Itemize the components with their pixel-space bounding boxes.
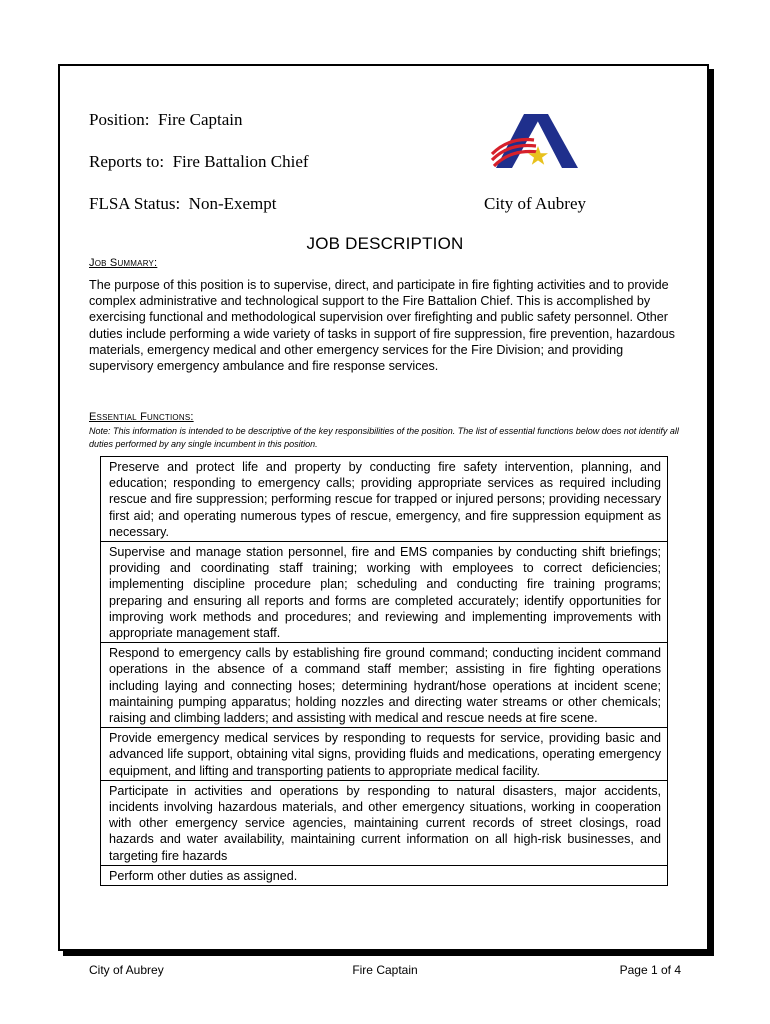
function-row-3: Respond to emergency calls by establishing fire ground command; conducting incident command operations in the absence of a command staff member; assisting in fire fighting operations including laying and connecting hoses; determining hydrant/hose operations at incident scene; maintaining pumping apparatus; holding nozzles and directing water streams or other chemicals; raising and climbing ladders; and assisting with medical and rescue needs at fire scene. xyxy=(101,643,667,728)
flsa-status-line xyxy=(89,194,277,214)
position-value: Fire Captain xyxy=(157,110,243,129)
reports-to-line xyxy=(89,152,309,172)
position-line xyxy=(89,110,242,130)
essential-functions-table xyxy=(100,456,668,886)
function-row-1: Preserve and protect life and property by conducting fire safety intervention, planning, and education; responding to emergency calls; providing appropriate services as required including rescue and fire suppression; performing rescue for trapped or injured persons; providing necessary first aid; and operating numerous types of rescue, emergency, and fire suppression equipment as necessary. xyxy=(101,457,667,542)
flsa-label: FLSA Status: xyxy=(89,194,181,213)
reports-to-label: Reports to: xyxy=(89,152,165,171)
function-row-5: Participate in activities and operations by responding to natural disasters, major accidents, incidents involving hazardous materials, and other emergency situations, working in cooperation with other emergency service agencies, maintaining current records of street closings, road hazards and water availability, maintaining current information on all high-risk businesses, and targeting fire hazards xyxy=(101,781,667,866)
city-of-aubrey-logo xyxy=(490,110,584,176)
city-name: City of Aubrey xyxy=(484,194,586,213)
footer-page-number: Page 1 of 4 xyxy=(619,963,681,977)
document-title: JOB DESCRIPTION xyxy=(306,234,464,253)
position-label: Position: xyxy=(89,110,150,129)
essential-functions-heading: Essential Functions: xyxy=(89,411,194,423)
job-summary-text: The purpose of this position is to supervise, direct, and participate in fire fighting activities and to provide complex administrative and technological support to the Fire Battalion Chief. This is accomplished by exercising functional and methodological supervision over firefighting and public safety personnel. Other duties include performing a wide variety of tasks in support of fire suppression, fire prevention, hazardous materials, emergency medical and other emergency services for the Fire Division; and providing supervisory emergency ambulance and fire response services. xyxy=(89,278,675,374)
logo-star-icon xyxy=(528,146,548,165)
flsa-value: Non-Exempt xyxy=(188,194,277,213)
reports-to-value: Fire Battalion Chief xyxy=(172,152,309,171)
footer-title: Fire Captain xyxy=(352,963,418,977)
job-summary-heading: Job Summary: xyxy=(89,257,158,269)
function-row-4: Provide emergency medical services by responding to requests for service, providing basic and advanced life support, obtaining vital signs, providing fluids and medications, operating emergency equipment, and lifting and transporting patients to appropriate medical facility. xyxy=(101,728,667,781)
footer-city: City of Aubrey xyxy=(89,963,164,977)
essential-functions-note: Note: This information is intended to be descriptive of the key responsibilities of the position. The list of essential functions below does not identify all duties performed by any single incumbent in this position. xyxy=(89,426,679,449)
function-row-6: Perform other duties as assigned. xyxy=(109,868,298,883)
function-row-2: Supervise and manage station personnel, fire and EMS companies by conducting shift briefings; providing and coordinating staff training; working with employees to correct deficiencies; implementing discipline procedure plan; scheduling and conducting fire training programs; preparing and ensuring all reports and forms are completed accurately; identify opportunities for improving work methods and procedures; and reviewing and implementing improvements with appropriate management staff. xyxy=(101,542,667,643)
